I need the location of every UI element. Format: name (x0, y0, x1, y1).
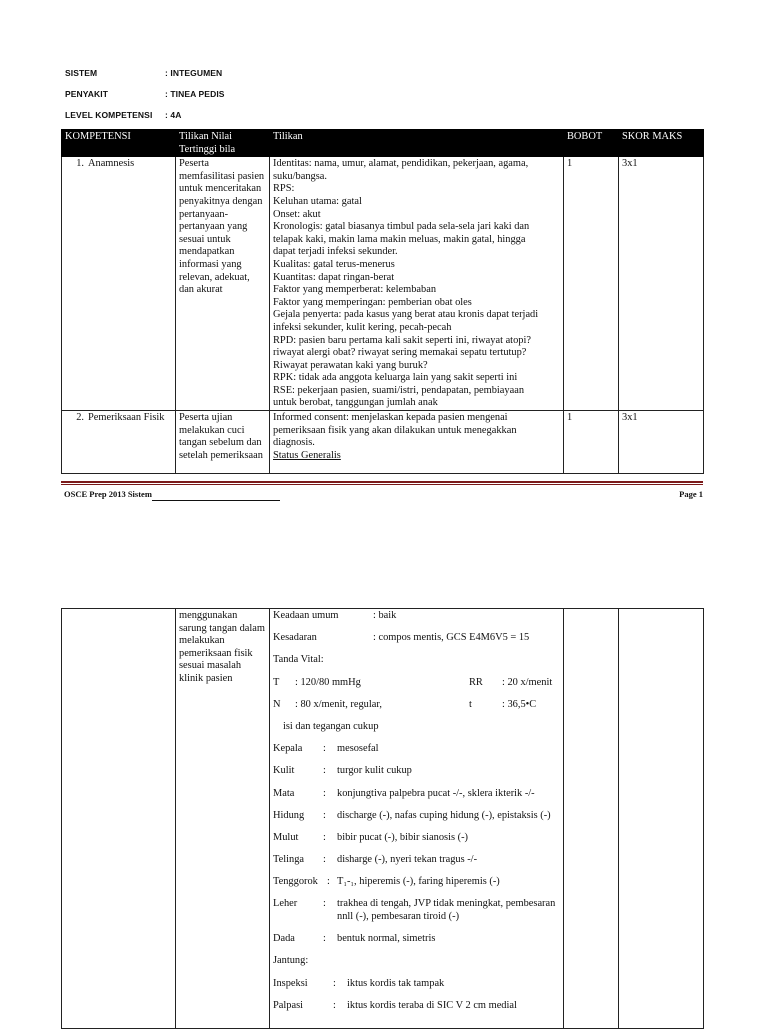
exam-tenggorok: Tenggorok : T₁-₁, hiperemis (-), faring hiperemis (-) (273, 876, 500, 888)
row2-line: pemeriksaan fisik yang akan dilakukan untuk menegakkan (273, 424, 517, 436)
page-number: Page 1 (679, 489, 703, 499)
row1-line: Gejala penyerta: pada kasus yang berat atau kronis dapat terjadi (273, 309, 539, 321)
row1-line: Riwayat perawatan kaki yang buruk? (273, 359, 428, 371)
jantung-inspeksi: Inspeksi : iktus kordis tak tampak (273, 977, 445, 989)
level-label: LEVEL KOMPETENSI (65, 110, 153, 120)
row1-line: suku/bangsa. (273, 170, 327, 182)
row2-bobot-cont (564, 609, 619, 1029)
vital-t-rr: T : 120/80 mmHg RR : 20 x/menit (273, 676, 553, 688)
vital-n-t: N : 80 x/menit, regular, t : 36,5•C (273, 698, 537, 710)
row1-number: 1. (76, 158, 84, 170)
row1-line: Faktor yang memperberat: kelembaban (273, 284, 437, 296)
row2-line: Informed consent: menjelaskan kepada pasien mengenai (273, 412, 508, 424)
row2-tilikan (270, 411, 564, 474)
jantung-palpasi: Palpasi : iktus kordis teraba di SIC V 2 cm medial (273, 999, 517, 1011)
row2-tilikan-nilai-cont: menggunakan sarung tangan dalam melakukan pemeriksaan fisik sesuai masalah klinik pasien (176, 609, 270, 1029)
col-kompetensi: KOMPETENSI (62, 130, 176, 157)
row2-skor: 3x1 (619, 411, 704, 474)
col-bobot: BOBOT (564, 130, 619, 157)
exam-kepala: Kepala : mesosefal (273, 743, 379, 755)
row1-line: telapak kaki, makin lama makin meluas, makin gatal, hingga (273, 233, 526, 245)
level-value: : 4A (165, 110, 182, 120)
row1-line: RPS: (273, 183, 295, 195)
row1-skor: 3x1 (619, 157, 704, 411)
footer-rule (61, 481, 703, 483)
row2-kompetensi-text: Pemeriksaan Fisik (88, 412, 165, 424)
row2-kompetensi-cont (62, 609, 176, 1029)
exam-kulit: Kulit : turgor kulit cukup (273, 765, 412, 777)
keadaan-umum: Keadaan umum : baik (273, 610, 397, 621)
exam-dada: Dada : bentuk normal, simetris (273, 933, 436, 945)
row1-kompetensi-text: Anamnesis (88, 158, 135, 170)
exam-mata: Mata : konjungtiva palpebra pucat -/-, sklera ikterik -/- (273, 787, 535, 799)
table-row (62, 609, 704, 1029)
status-generalis-heading: Status Generalis (273, 449, 341, 461)
footer-title: OSCE Prep 2013 Sistem (64, 488, 280, 501)
jantung-heading: Jantung: (273, 955, 309, 967)
exam-telinga: Telinga : disharge (-), nyeri tekan tragus -/- (273, 854, 478, 866)
table-header-row (62, 130, 704, 157)
row1-line: Kuantitas: dapat ringan-berat (273, 271, 395, 283)
row1-line: Kualitas: gatal terus-menerus (273, 258, 395, 270)
row1-line: RPD: pasien baru pertama kali sakit seperti ini, riwayat atopi? (273, 334, 531, 346)
row1-line: untuk berobat, tanggungan jumlah anak (273, 397, 438, 409)
row2-kompetensi (62, 411, 176, 474)
col-skor-maks: SKOR MAKS (619, 130, 704, 157)
row1-tilikan-nilai: Peserta memfasilitasi pasien untuk menceritakan penyakitnya dengan pertanyaan-pertanyaan yang sesuai untuk mendapatkan informasi yang relevan, adekuat, dan akurat (176, 157, 270, 411)
row1-line: Identitas: nama, umur, alamat, pendidikan, pekerjaan, agama, (273, 158, 529, 170)
exam-leher: Leher : trakhea di tengah, JVP tidak meningkat, pembesaran nnll (-), pembesaran tiroid (-) (273, 898, 556, 923)
tanda-vital: Tanda Vital: (273, 654, 324, 666)
competency-table (61, 129, 704, 474)
row1-line: infeksi sekunder, kulit kering, pecah-pecah (273, 321, 452, 333)
exam-hidung: Hidung : discharge (-), nafas cuping hidung (-), epistaksis (-) (273, 809, 551, 821)
vital-n-extra: isi dan tegangan cukup (283, 720, 379, 732)
table-row (62, 157, 704, 411)
exam-mulut: Mulut : bibir pucat (-), bibir sianosis (-) (273, 831, 469, 843)
row1-line: Kronologis: gatal biasanya timbul pada sela-sela jari kaki dan (273, 221, 530, 233)
row1-line: riwayat alergi obat? riwayat sering memakai sepatu tertutup? (273, 347, 527, 359)
row1-line: Faktor yang memperingan: pemberian obat oles (273, 296, 472, 308)
sistem-value: : INTEGUMEN (165, 68, 223, 78)
row1-line: dapat terjadi infeksi sekunder. (273, 246, 398, 258)
row2-line: diagnosis. (273, 437, 315, 449)
row1-tilikan (270, 157, 564, 411)
row2-tilikan-cont (270, 609, 564, 1029)
footer-blank-line (152, 491, 280, 501)
row2-skor-cont (619, 609, 704, 1029)
row1-line: RPK: tidak ada anggota keluarga lain yang sakit seperti ini (273, 372, 518, 384)
row1-line: RSE: pekerjaan pasien, suami/istri, pendapatan, pembiayaan (273, 384, 525, 396)
penyakit-value: : TINEA PEDIS (165, 89, 225, 99)
row1-line: Onset: akut (273, 208, 321, 220)
sistem-label: SISTEM (65, 68, 98, 78)
col-tilikan-nilai: Tilikan Nilai Tertinggi bila (176, 130, 270, 157)
penyakit-label: PENYAKIT (65, 89, 108, 99)
footer-rule-thin (61, 484, 703, 485)
row2-bobot: 1 (564, 411, 619, 474)
row2-tilikan-nilai: Peserta ujian melakukan cuci tangan sebelum dan setelah pemeriksaan (176, 411, 270, 474)
row2-number: 2. (76, 412, 84, 424)
row1-kompetensi (62, 157, 176, 411)
row1-line: Keluhan utama: gatal (273, 195, 362, 207)
competency-table-continued (61, 608, 704, 1029)
row1-bobot: 1 (564, 157, 619, 411)
col-tilikan: Tilikan (270, 130, 564, 157)
kesadaran: Kesadaran : compos mentis, GCS E4M6V5 = 15 (273, 632, 530, 644)
table-row (62, 411, 704, 474)
